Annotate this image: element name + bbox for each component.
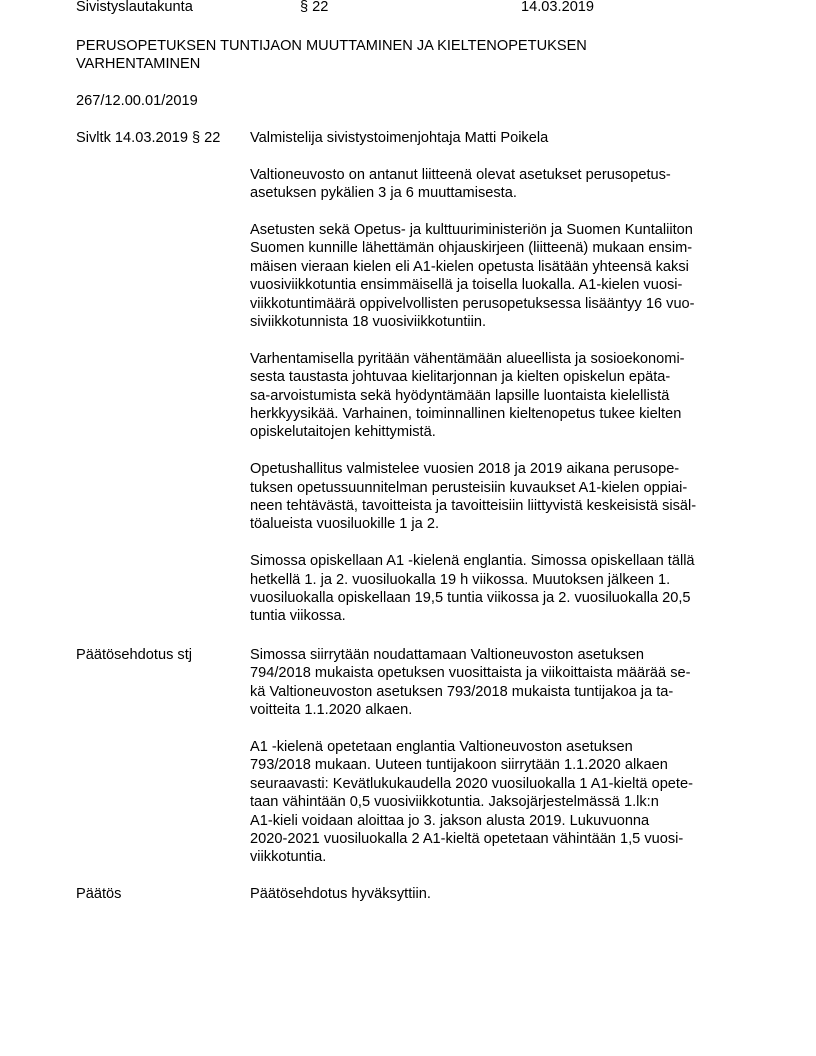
text-line: sa-arvoistumista sekä hyödyntämään lapsille luontaista kielellistä [250,387,670,404]
text-line: sesta taustasta johtuvaa kielitarjonnan ja kielten opiskelun epäta- [250,369,671,386]
text-line: 793/2018 mukaan. Uuteen tuntijakoon siirrytään 1.1.2020 alkaen [250,757,668,774]
document-title-line: PERUSOPETUKSEN TUNTIJAON MUUTTAMINEN JA KIELTENOPETUKSEN [76,38,587,54]
text-line: seuraavasti: Kevätlukukaudella 2020 vuosiluokalla 1 A1-kieltä opete- [250,775,693,792]
text-line: Päätösehdotus hyväksyttiin. [250,886,431,902]
document-title-line: VARHENTAMINEN [76,56,201,73]
text-line: herkkyysikää. Varhainen, toiminnallinen kieltenopetus tukee kielten [250,406,682,423]
paragraph [250,738,746,867]
section-label: Sivltk 14.03.2019 § 22 [76,130,221,146]
paragraph [250,646,746,720]
text-line: A1-kieli voidaan aloittaa jo 3. jakson alusta 2019. Lukuvuonna [250,812,650,829]
text-line: viikkotuntia. [250,849,327,866]
text-line: mäisen vieraan kielen eli A1-kielen opetusta lisätään yhteensä kaksi [250,258,689,275]
paragraph [250,885,746,903]
text-line: Simossa opiskellaan A1 -kielenä englantia. Simossa opiskellaan tällä [250,553,695,570]
paragraph [250,166,746,203]
text-line: Opetushallitus valmistelee vuosien 2018 ja 2019 aikana perusope- [250,461,680,478]
text-line: 794/2018 mukaista opetuksen vuosittaista ja viikoittaista määrää se- [250,665,691,682]
text-line: Valtioneuvosto on antanut liitteenä olevat asetukset perusopetus- [250,166,671,183]
paragraph [250,460,746,534]
text-line: töalueista vuosiluokille 1 ja 2. [250,516,440,533]
text-line: voitteita 1.1.2020 alkaen. [250,702,413,719]
paragraph [250,129,746,147]
header-organization: Sivistyslautakunta [76,0,193,15]
text-line: viikkotuntimäärä oppivelvollisten perusopetuksessa lisääntyy 16 vuo- [250,295,695,312]
section-body [250,129,746,644]
section-label: Päätösehdotus stj [76,647,193,663]
text-line: asetuksen pykälien 3 ja 6 muuttamisesta. [250,185,517,202]
section-label: Päätös [76,886,122,902]
text-line: Asetusten sekä Opetus- ja kulttuuriministeriön ja Suomen Kuntaliiton [250,222,693,238]
section-body [250,885,746,922]
header-section-number: § 22 [300,0,329,15]
text-line: Varhentamisella pyritään vähentämään alueellista ja sosioekonomi- [250,350,685,367]
paragraph [250,221,746,331]
text-line: taan vähintään 0,5 vuosiviikkotuntia. Jaksojärjestelmässä 1.lk:n [250,794,659,811]
diary-number: 267/12.00.01/2019 [76,93,198,109]
text-line: vuosiluokalla opiskellaan 19,5 tuntia viikossa ja 2. vuosiluokalla 20,5 [250,590,691,607]
text-line: 2020-2021 vuosiluokalla 2 A1-kieltä opetetaan vähintään 1,5 vuosi- [250,831,684,848]
document-title [76,37,716,74]
text-line: Suomen kunnille lähettämän ohjauskirjeen (liitteenä) mukaan ensim- [250,240,693,257]
text-line: siviikkotunnista 18 vuosiviikkotuntiin. [250,314,487,331]
text-line: Valmistelija sivistystoimenjohtaja Matti Poikela [250,130,549,146]
section-body [250,646,746,885]
text-line: Simossa siirrytään noudattamaan Valtioneuvoston asetuksen [250,647,644,663]
text-line: opiskelutaitojen kehittymistä. [250,424,436,441]
text-line: tuksen opetussuunnitelman perusteisiin kuvaukset A1-kielen oppiai- [250,479,688,496]
header-date: 14.03.2019 [521,0,595,15]
paragraph [250,350,746,442]
text-line: vuosiviikkotuntia ensimmäisellä ja toisella luokalla. A1-kielen vuosi- [250,277,683,294]
paragraph [250,552,746,626]
text-line: tuntia viikossa. [250,608,346,625]
text-line: A1 -kielenä opetetaan englantia Valtioneuvoston asetuksen [250,739,633,756]
text-line: hetkellä 1. ja 2. vuosiluokalla 19 h viikossa. Muutoksen jälkeen 1. [250,571,671,588]
text-line: neen tehtävästä, tavoitteista ja tavoitteisiin liittyvistä keskeisistä sisäl- [250,498,697,515]
text-line: kä Valtioneuvoston asetuksen 793/2018 mukaista tuntijakoa ja ta- [250,683,674,700]
